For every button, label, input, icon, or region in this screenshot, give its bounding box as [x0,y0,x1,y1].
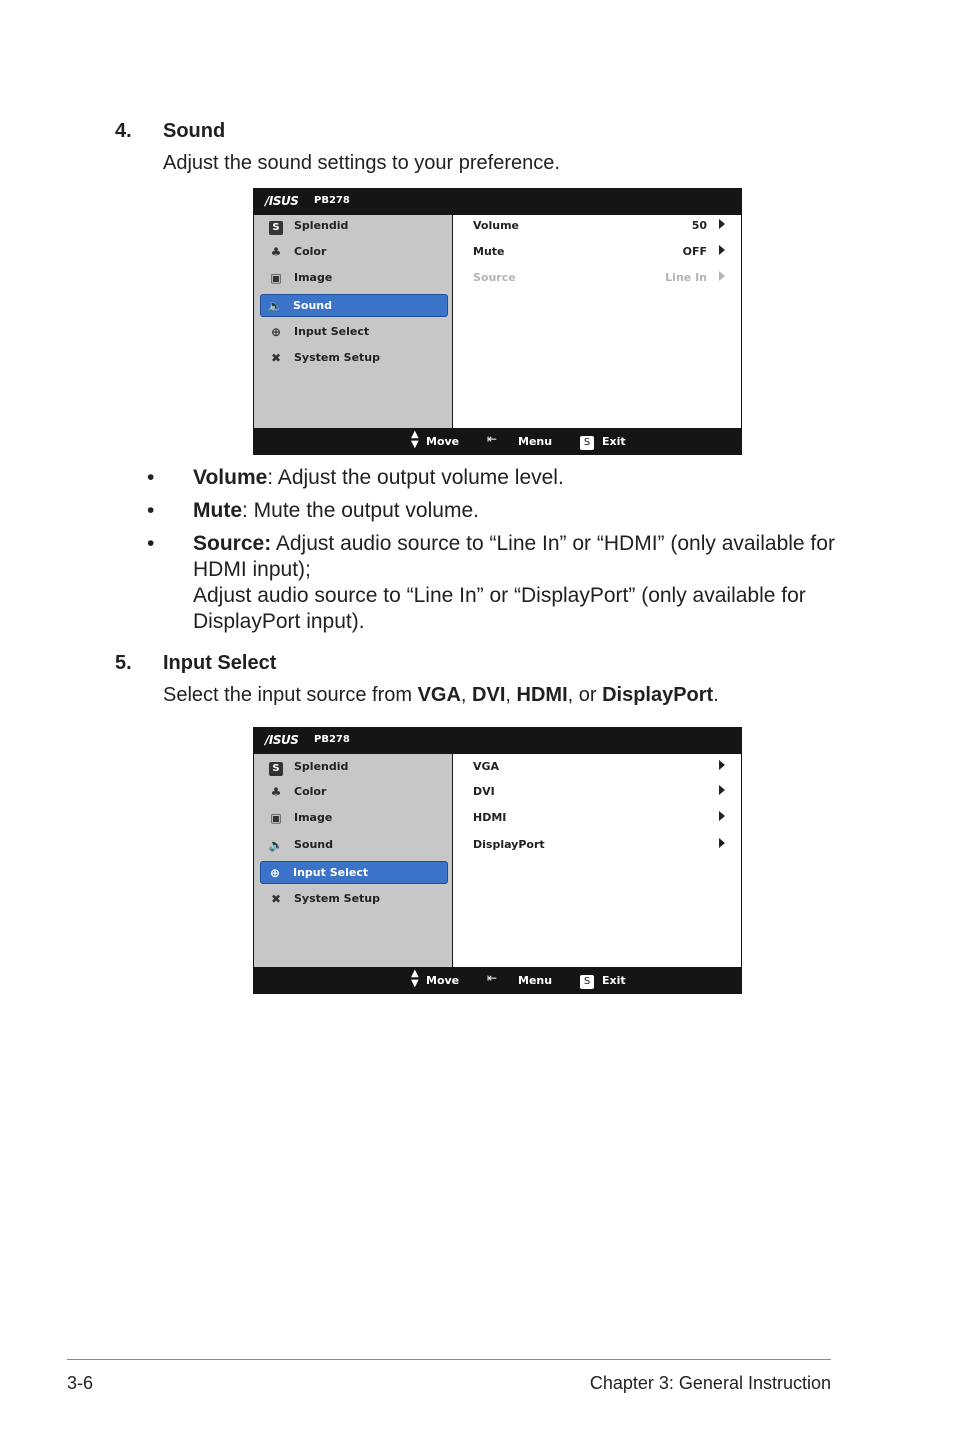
menu-label: Menu [518,435,553,448]
section-number: 4. [115,120,132,142]
input-select-icon: ⊕ [269,866,281,880]
system-setup-icon: ✖ [270,892,282,906]
osd-sound-menu [253,188,742,455]
menu-item-input-select[interactable]: ⊕ Input Select [260,861,448,884]
osd-main-menu [254,215,452,428]
option-volume[interactable]: Volume 50 [473,215,725,237]
menu-item-sound[interactable]: 🔈 Sound [268,838,334,852]
asus-logo: /ISUS [265,733,299,747]
mute-value: OFF [682,245,707,258]
menu-item-input-select[interactable]: ⊕ Input Select [262,321,448,343]
exit-label: Exit [602,435,626,448]
image-icon: ▣ [270,811,282,825]
menu-item-system-setup[interactable]: ✖ System Setup [262,347,448,369]
option-hdmi[interactable]: HDMI [473,807,725,829]
asus-logo: /ISUS [265,194,299,208]
image-icon: ▣ [270,271,282,285]
exit-icon: S [580,973,594,989]
menu-label: Menu [518,974,553,987]
chapter-title: Chapter 3: General Instruction [589,1373,831,1393]
menu-icon: ⇤ [487,971,498,985]
splendid-icon: S [268,759,284,775]
sound-icon: 🔈 [268,838,284,852]
arrow-right-icon [719,785,725,795]
menu-item-system-setup[interactable]: ✖ System Setup [262,888,448,910]
exit-icon: S [580,434,594,450]
section-number: 5. [115,652,132,674]
move-icon: ▲ ▼ [411,968,419,989]
osd-footer [253,428,742,455]
osd-footer [253,967,742,994]
option-source: Source Line In [473,267,725,289]
arrow-right-icon [719,271,725,281]
option-dvi[interactable]: DVI [473,781,725,803]
bullet-source: • Source: Adjust audio source to “Line In” or “HDMI” (only available for HDMI input); Adjust audio source to “Line In” or “DisplayPort” (only available for DisplayPort input). [147,532,835,633]
menu-icon: ⇤ [487,432,498,446]
sound-options-list [145,465,845,642]
volume-value: 50 [691,219,707,232]
section-title: Sound [163,120,226,142]
arrow-right-icon [719,219,725,229]
section-description: Select the input source from VGA, DVI, HDMI, or DisplayPort. [163,684,719,706]
option-displayport[interactable]: DisplayPort [473,834,725,856]
menu-item-splendid[interactable]: S Splendid [262,215,448,237]
color-icon: ♣ [270,245,282,259]
arrow-right-icon [719,838,725,848]
page-number: 3-6 [67,1373,94,1393]
model-name: PB278 [314,734,350,745]
arrow-right-icon [719,760,725,770]
option-vga[interactable]: VGA [473,756,725,778]
arrow-right-icon [719,811,725,821]
menu-item-image[interactable]: ▣ Image [262,267,448,289]
section-description: Adjust the sound settings to your preference. [163,152,560,174]
system-setup-icon: ✖ [270,351,282,365]
input-select-icon: ⊕ [270,325,282,339]
move-label: Move [426,974,460,987]
model-name: PB278 [314,195,350,206]
footer-divider [67,1359,831,1360]
osd-title-bar [253,188,742,214]
osd-input-select-menu [253,727,742,994]
sound-icon: 🔈 [267,299,283,313]
menu-item-splendid[interactable]: S Splendid [262,756,448,778]
move-label: Move [426,435,460,448]
menu-item-color[interactable]: ♣ Color [262,241,448,263]
bullet-mute: • Mute: Mute the output volume. [147,499,479,522]
osd-submenu [453,215,741,428]
source-value: Line In [665,271,707,284]
move-icon: ▲ ▼ [411,429,419,450]
option-mute[interactable]: Mute OFF [473,241,725,263]
osd-main-menu [254,754,452,967]
arrow-right-icon [719,245,725,255]
osd-submenu [453,754,741,967]
bullet-volume: • Volume: Adjust the output volume level. [147,466,564,489]
color-icon: ♣ [270,785,282,799]
osd-title-bar [253,727,742,753]
splendid-icon: S [268,218,284,234]
section-title: Input Select [163,652,277,674]
exit-label: Exit [602,974,626,987]
menu-item-color[interactable]: ♣ Color [262,781,448,803]
menu-item-sound[interactable]: 🔈 Sound [260,294,448,317]
menu-item-image[interactable]: ▣ Image [262,807,448,829]
